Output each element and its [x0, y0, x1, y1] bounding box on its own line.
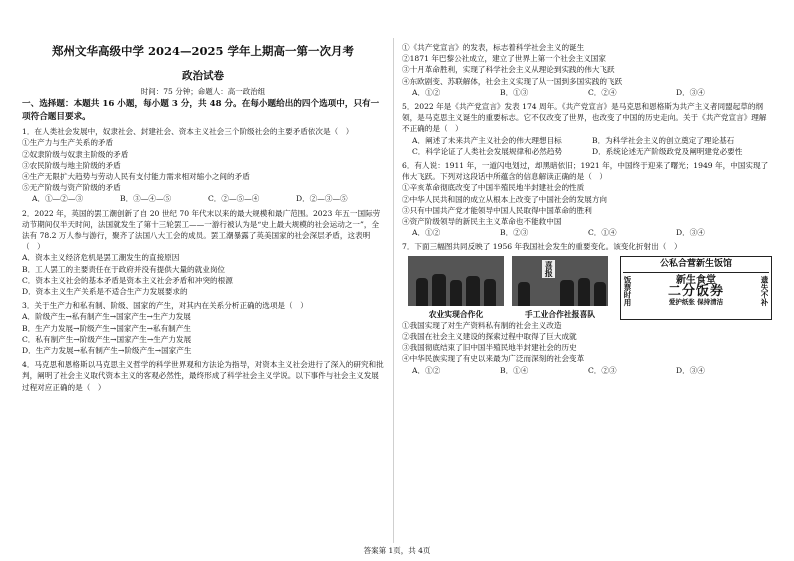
question-6 [402, 160, 774, 238]
question-stem: 3．关于生产力和私有制、阶级、国家的产生，对其内在关系分析正确的选项是（ ） [22, 301, 308, 311]
statement: ⑤无产阶级与资产阶级的矛盾 [22, 183, 121, 193]
choice-a[interactable]: A．①② [412, 228, 441, 238]
statement: ③我国彻底结束了旧中国半殖民地半封建社会的历史 [402, 343, 577, 353]
answer-choices [412, 87, 774, 98]
section-heading: 一、选择题：本题共 16 小题，每小题 3 分，共 48 分。在每小题给出的四个选项中，只有一项符合题目要求。 [22, 99, 380, 122]
exam-meta: 时间：75 分钟；命题人：高一政治组 [140, 87, 266, 96]
choice-a[interactable]: A．资本主义经济危机是罢工潮发生的直接原因 [22, 253, 180, 263]
question-stem: 7．下面三幅图共同反映了 1956 年我国社会发生的重要变化。该变化折射出（ ） [402, 242, 682, 252]
question-7 [402, 241, 774, 375]
choice-b[interactable]: B．②③ [500, 228, 529, 238]
caption-handicraft: 手工业合作社报喜队 [524, 309, 596, 319]
left-column [22, 40, 384, 393]
statement: ④生产无限扩大趋势与劳动人民有支付能力需求相对缩小之间的矛盾 [22, 172, 250, 182]
question-4 [22, 359, 384, 393]
question-stem: 6．有人说：1911 年，一道闪电划过，却黑暗依旧；1921 年，中国终于迎来了曙光；1949 年，中国实现了伟大飞跃。下列对这段话中所蕴含的信息解读正确的是（ ） [402, 161, 769, 182]
ticket-body [623, 272, 769, 309]
choice-d[interactable]: D．③④ [676, 365, 705, 375]
exam-title: 郑州文华高级中学 2024—2025 学年上期高一第一次月考 [51, 44, 355, 58]
choice-c[interactable]: C．②③ [588, 365, 617, 375]
ticket-line-3: 爱护纸张 保持清洁 [668, 298, 724, 307]
ticket-left-text: 饭票时用 [623, 276, 632, 307]
sign-text: 喜报 [542, 260, 555, 278]
choice-a[interactable]: A．①② [412, 87, 441, 97]
choice-d[interactable]: D．系统论述无产阶级政党及阐明建党必要性 [592, 146, 743, 156]
choice-a[interactable]: A．阐述了未来共产主义社会的伟大理想目标 [412, 135, 562, 145]
statement: ④资产阶级领导的新民主主义革命也不能救中国 [402, 217, 562, 227]
page-footer: 答案第 1页，共 4页 [363, 546, 431, 555]
meal-ticket [620, 256, 772, 320]
choice-a[interactable]: A．①—②—③ [32, 194, 84, 204]
image-row [408, 256, 774, 320]
choice-d[interactable]: D．生产力发展→私有制产生→阶级产生→国家产生 [22, 346, 192, 356]
choice-b[interactable]: B．①④ [500, 365, 529, 375]
ticket-line-2: 二分饭券 [667, 283, 724, 299]
choice-c[interactable]: C．①④ [588, 228, 617, 238]
choice-b[interactable]: B．①③ [500, 87, 529, 97]
ticket-middle [668, 275, 724, 309]
statement: ②1871 年巴黎公社成立，建立了世界上第一个社会主义国家 [402, 54, 606, 64]
question-stem: 2．2022 年，英国的罢工潮创新了自 20 世纪 70 年代末以来的最大规模和最广范围。2023 年五一国际劳动节期间仅半天时间，法国就发生了第十三轮罢工——一游行被认为是“史上最大规模的社会运动之一”，全法有 78.2 万人参与游行，聚齐了法国八大工会的成员。罢工潮暴露了英美国家的社会深层矛盾，这表明（ ） [22, 208, 381, 252]
answer-choices [412, 227, 774, 238]
caption-agriculture: 农业实现合作化 [428, 309, 484, 319]
question-4-continued [402, 42, 774, 98]
statement: ②中华人民共和国的成立从根本上改变了中国社会的发展方向 [402, 194, 608, 204]
ticket-right-text: 遗失不补 [759, 276, 769, 307]
choice-a[interactable]: A．①② [412, 365, 441, 375]
question-1 [22, 126, 384, 204]
question-2 [22, 208, 384, 298]
question-stem: 4．马克思和恩格斯以马克思主义哲学的科学世界观和方法论为指导，对资本主义社会进行了深入的研究和批判，阐明了社会主义取代资本主义的客观必然性，最终形成了科学社会主义学说。以下事件与社会主义发展过程对应正确的是（ ） [22, 360, 384, 392]
choice-b[interactable]: B．③—④—⑤ [120, 194, 172, 204]
choice-c[interactable]: C．②④ [588, 87, 617, 97]
choice-c[interactable]: C．科学论证了人类社会发展规律和必然趋势 [412, 146, 563, 156]
choice-d[interactable]: D．②—③—⑤ [296, 194, 348, 204]
statement: ③农民阶级与地主阶级的矛盾 [22, 160, 121, 170]
choice-b[interactable]: B．为科学社会主义的创立奠定了理论基石 [592, 135, 735, 145]
choice-c[interactable]: C．资本主义社会的基本矛盾是资本主义社会矛盾和冲突的根源 [22, 275, 233, 285]
choice-b[interactable]: B．生产力发展→阶级产生→国家产生→私有制产生 [22, 323, 191, 333]
choice-c[interactable]: C．私有制产生→阶级产生→国家产生→生产力发展 [22, 334, 192, 344]
choice-d[interactable]: D．资本主义生产关系是不适合生产力发展要求的 [22, 287, 188, 297]
question-stem: 5．2022 年是《共产党宣言》发表 174 周年。《共产党宣言》是马克思和恩格斯为共产主义者同盟起草的纲领，是马克思主义诞生的重要标志。它不仅改变了世界，也改变了中国的历史走向。关于《共产党宣言》理解不正确的是（ ） [402, 102, 767, 134]
choice-d[interactable]: D．③④ [676, 228, 705, 238]
column-divider [393, 38, 394, 543]
question-5 [402, 101, 774, 157]
choice-c[interactable]: C．②—⑤—④ [208, 194, 260, 204]
choice-d[interactable]: D．③④ [676, 87, 705, 97]
question-stem: 1．在人类社会发展中，奴隶社会、封建社会、资本主义社会三个阶级社会的主要矛盾依次是（ ） [22, 127, 354, 137]
photo-agriculture [408, 256, 504, 320]
statement: ②我国在社会主义建设的探索过程中取得了巨大成就 [402, 332, 577, 342]
photo-handicraft [512, 256, 608, 320]
exam-subtitle: 政治试卷 [182, 70, 224, 82]
choice-row [412, 135, 774, 146]
right-column [402, 42, 774, 376]
statement: ②奴隶阶级与奴隶主阶级的矛盾 [22, 149, 129, 159]
choice-row [412, 146, 774, 157]
statement: ①生产力与生产关系的矛盾 [22, 138, 114, 148]
choice-a[interactable]: A．阶级产生→私有制产生→国家产生→生产力发展 [22, 312, 191, 322]
parade-photo [512, 256, 608, 306]
farmers-photo [408, 256, 504, 306]
choice-b[interactable]: B．工人罢工的主要责任在于政府并没有提供大量的就业岗位 [22, 264, 226, 274]
answer-choices [412, 365, 774, 376]
statement: ④东欧剧变、苏联解体，社会主义实现了从一国到多国实践的飞跃 [402, 76, 623, 86]
statement: ③只有中国共产党才能领导中国人民取得中国革命的胜利 [402, 205, 592, 215]
statement: ①我国实现了对生产资料私有制的社会主义改造 [402, 320, 562, 330]
ticket-line-1: 新生食堂 [675, 274, 716, 286]
statement: ④中华民族实现了有史以来最为广泛而深刻的社会变革 [402, 354, 585, 364]
question-3 [22, 300, 384, 356]
answer-choices [32, 193, 384, 204]
statement: ③十月革命胜利，实现了科学社会主义从理论到实践的伟大飞跃 [402, 65, 615, 75]
ticket-head: 公私合营新生饭馆 [659, 258, 732, 269]
statement: ①《共产党宣言》的发表，标志着科学社会主义的诞生 [402, 43, 585, 52]
statement: ①辛亥革命彻底改变了中国半殖民地半封建社会的性质 [402, 183, 585, 193]
